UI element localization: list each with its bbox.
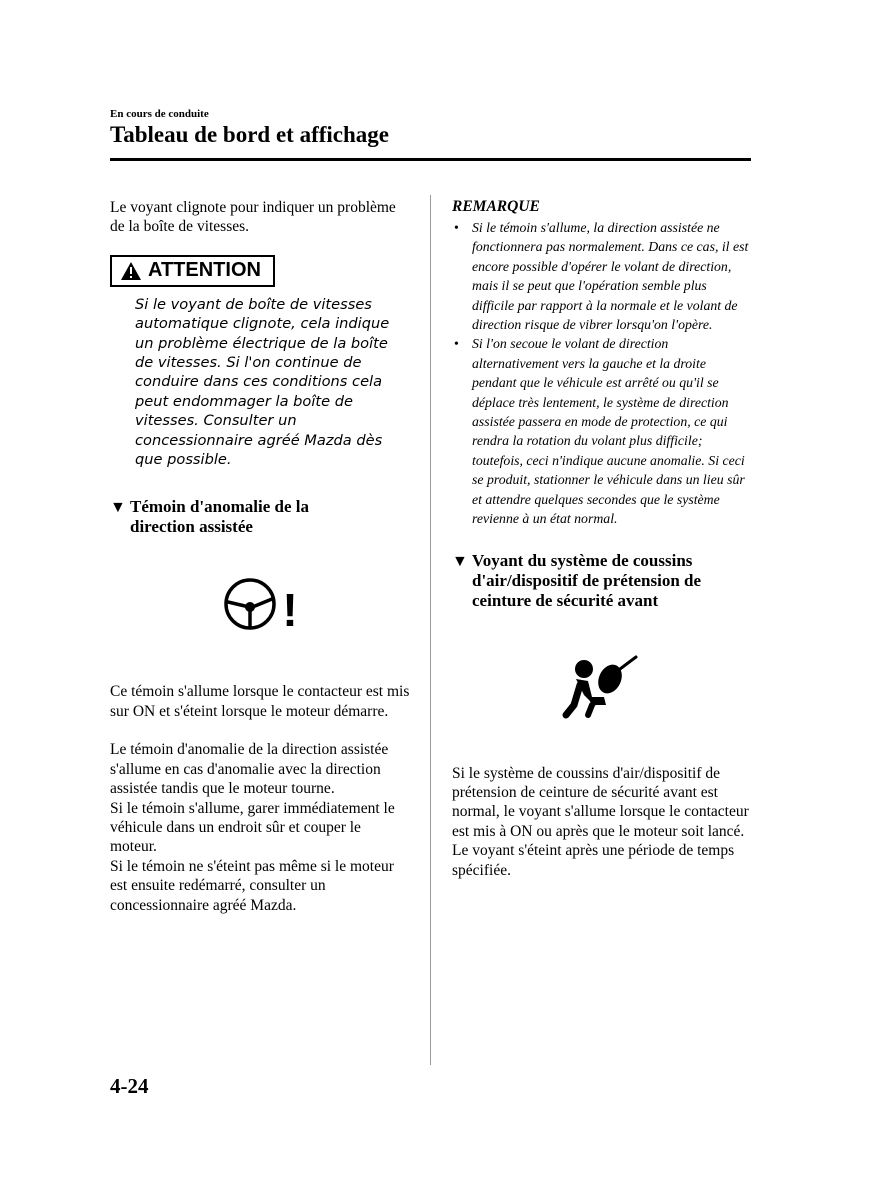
page-number: 4-24 [110, 1074, 149, 1098]
bullet-icon: • [454, 336, 459, 352]
bullet-icon: • [454, 220, 459, 235]
power-steering-heading-line2: direction assistée [130, 517, 253, 537]
power-steering-heading [110, 497, 410, 537]
steering-warning-figure [110, 573, 410, 640]
ps-paragraph-3: Si le témoin s'allume, garer immédiatement le véhicule dans un endroit sûr et couper le moteur. [110, 799, 395, 856]
airbag-heading-line3: ceinture de sécurité avant [472, 590, 659, 610]
warning-exclamation-icon: ! [282, 584, 298, 636]
remark-title: REMARQUE [452, 198, 540, 215]
triangle-bullet-icon: ▼ [452, 552, 468, 570]
ps-paragraph-4: Si le témoin ne s'éteint pas même si le moteur est ensuite redémarré, consulter un concessionnaire agréé Mazda. [110, 857, 394, 914]
page-title: Tableau de bord et affichage [110, 122, 389, 147]
title-rule [110, 158, 751, 161]
ps-paragraph-2: Le témoin d'anomalie de la direction assistée s'allume en cas d'anomalie avec la direction assistée tandis que le moteur tourne. [110, 741, 389, 798]
column-divider [430, 195, 431, 1065]
airbag-heading-line2: d'air/dispositif de prétension de [472, 570, 702, 590]
ps-paragraph-1: Ce témoin s'allume lorsque le contacteur est mis sur ON et s'éteint lorsque le moteur démarre. [110, 683, 410, 720]
airbag-warning-icon [562, 655, 642, 721]
remark-item-text: Si l'on secoue le volant de direction alternativement vers la gauche et la droite pendant que le véhicule est arrêté ou qu'il se déplace très lentement, le système de direction assistée passera en mode de protection, ce qui rendra la rotation du volant plus difficile; toutefois, ceci n'indique aucune anomalie. Si ceci se produit, stationner le véhicule dans un lieu sûr et attendre quelques secondes que le système revienne à un état normal. [472, 336, 745, 527]
remark-item-text: Si le témoin s'allume, la direction assistée ne fonctionnera pas normalement. Dans ce cas, il est encore possible d'opérer le volant de direction, mais il se peut que l'opération semble plus difficile par rapport à la normale et le volant de direction risque de vibrer lorsqu'on l'opère. [472, 220, 749, 333]
power-steering-heading-line1: Témoin d'anomalie de la [130, 497, 309, 517]
left-column [110, 198, 410, 915]
intro-paragraph: Le voyant clignote pour indiquer un problème de la boîte de vitesses. [110, 199, 396, 236]
attention-box [110, 255, 275, 287]
airbag-paragraph: Si le système de coussins d'air/dispositif de prétension de ceinture de sécurité avant est normal, le voyant s'allume lorsque le contacteur est mis à ON ou après que le moteur soit lancé. Le voyant s'éteint après une période de temps spécifiée. [452, 764, 749, 879]
airbag-figure [452, 655, 752, 726]
remark-item [452, 334, 752, 528]
remark-list [452, 218, 752, 529]
remark-item [452, 218, 752, 334]
right-column [452, 198, 752, 880]
attention-label: ATTENTION [148, 259, 261, 282]
attention-text: Si le voyant de boîte de vitesses automatique clignote, cela indique un problème électrique de la boîte de vitesses. Si l'on continue de conduire dans ces conditions cela peut endommager la boîte de vitesses. Consulter un concessionnaire agréé Mazda dès que possible. [135, 295, 390, 469]
airbag-heading-line1: Voyant du système de coussins [472, 550, 693, 570]
airbag-heading [452, 551, 752, 611]
triangle-bullet-icon: ▼ [110, 499, 126, 517]
section-label: En cours de conduite [110, 108, 209, 120]
steering-wheel-warning-icon [220, 573, 300, 635]
warning-triangle-icon [120, 261, 142, 281]
